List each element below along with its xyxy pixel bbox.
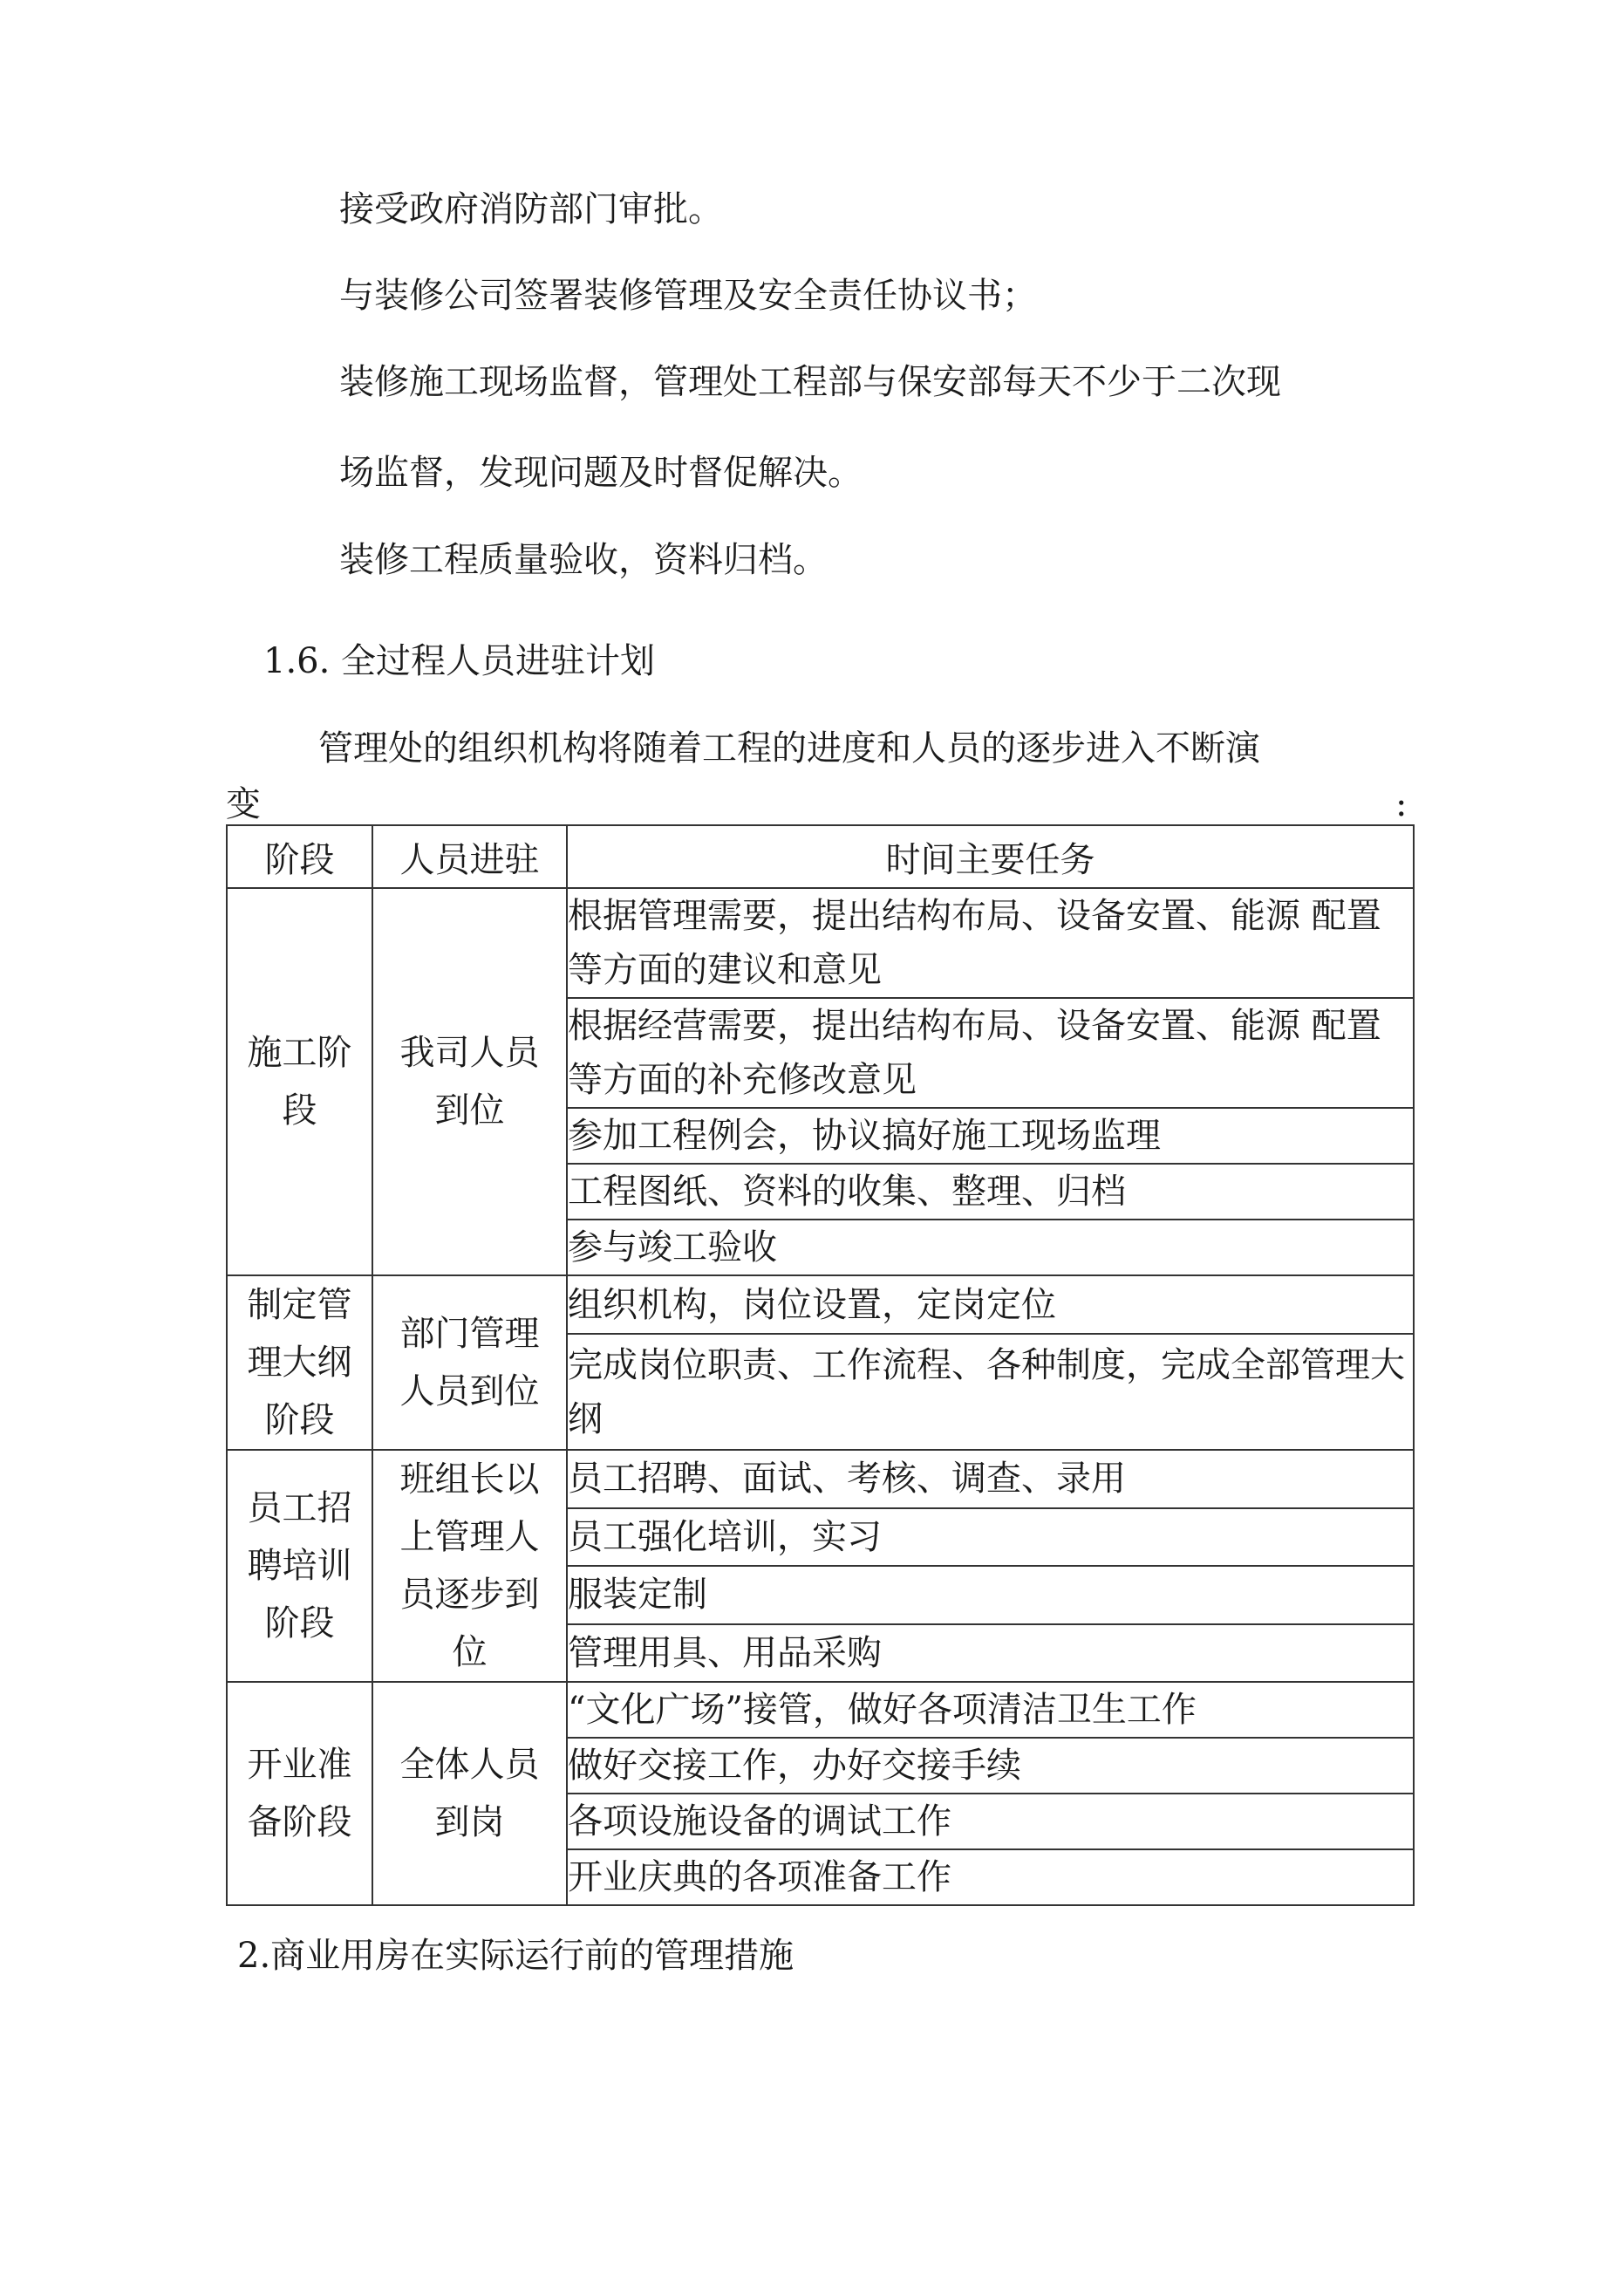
task-cell: 各项设施设备的调试工作 (567, 1794, 1414, 1849)
task-cell: 根据经营需要，提出结构布局、设备安置、能源 配置等方面的补充修改意见 (567, 998, 1414, 1108)
task-cell: 做好交接工作，办好交接手续 (567, 1738, 1414, 1794)
header-tasks: 时间主要任务 (567, 825, 1414, 888)
task-cell: 员工强化培训，实习 (567, 1508, 1414, 1567)
staff-cell: 我司人员 到位 (372, 888, 567, 1275)
table-row (227, 1450, 1414, 1508)
task-cell: 员工招聘、面试、考核、调查、录用 (567, 1450, 1414, 1508)
intro-line-1: 管理处的组织机构将随着工程的进度和人员的逐步进入不断演 (318, 728, 1260, 769)
header-staff: 人员进驻 (372, 825, 567, 888)
task-cell: 服装定制 (567, 1566, 1414, 1624)
paragraph-fire-approval: 接受政府消防部门审批。 (339, 189, 723, 229)
intro-colon: : (1395, 784, 1408, 824)
task-cell: 组织机构，岗位设置，定岗定位 (567, 1275, 1414, 1334)
task-cell: 工程图纸、资料的收集、整理、归档 (567, 1164, 1414, 1220)
task-cell: 根据管理需要，提出结构布局、设备安置、能源 配置等方面的建议和意见 (567, 888, 1414, 998)
personnel-plan-table (226, 824, 1415, 1906)
task-cell: 完成岗位职责、工作流程、各种制度，完成全部管理大纲 (567, 1334, 1414, 1450)
staff-cell: 部门管理 人员到位 (372, 1275, 567, 1450)
task-cell: “文化广场”接管，做好各项清洁卫生工作 (567, 1682, 1414, 1738)
stage-cell: 施工阶 段 (227, 888, 372, 1275)
paragraph-acceptance: 装修工程质量验收，资料归档。 (339, 540, 828, 580)
table-row (227, 888, 1414, 998)
table-row (227, 1682, 1414, 1738)
section-heading: 1.6. 全过程人员进驻计划 (263, 641, 656, 681)
stage-cell: 开业准 备阶段 (227, 1682, 372, 1905)
next-section-heading: 2.商业用房在实际运行前的管理措施 (237, 1936, 794, 1976)
stage-cell: 员工招 聘培训 阶段 (227, 1450, 372, 1682)
staff-cell: 班组长以 上管理人 员逐步到 位 (372, 1450, 567, 1682)
paragraph-site-supervision-2: 场监督，发现问题及时督促解决。 (339, 453, 863, 493)
intro-line-2: 变 (226, 784, 261, 824)
task-cell: 管理用具、用品采购 (567, 1624, 1414, 1683)
table-header-row (227, 825, 1414, 888)
table-row (227, 1275, 1414, 1334)
task-cell: 参与竣工验收 (567, 1220, 1414, 1275)
staff-cell: 全体人员 到岗 (372, 1682, 567, 1905)
task-cell: 参加工程例会，协议搞好施工现场监理 (567, 1108, 1414, 1164)
paragraph-agreement: 与装修公司签署装修管理及安全责任协议书； (339, 276, 1037, 316)
stage-cell: 制定管 理大纲 阶段 (227, 1275, 372, 1450)
task-cell: 开业庆典的各项准备工作 (567, 1849, 1414, 1905)
header-stage: 阶段 (227, 825, 372, 888)
paragraph-site-supervision-1: 装修施工现场监督，管理处工程部与保安部每天不少于二次现 (339, 362, 1281, 402)
